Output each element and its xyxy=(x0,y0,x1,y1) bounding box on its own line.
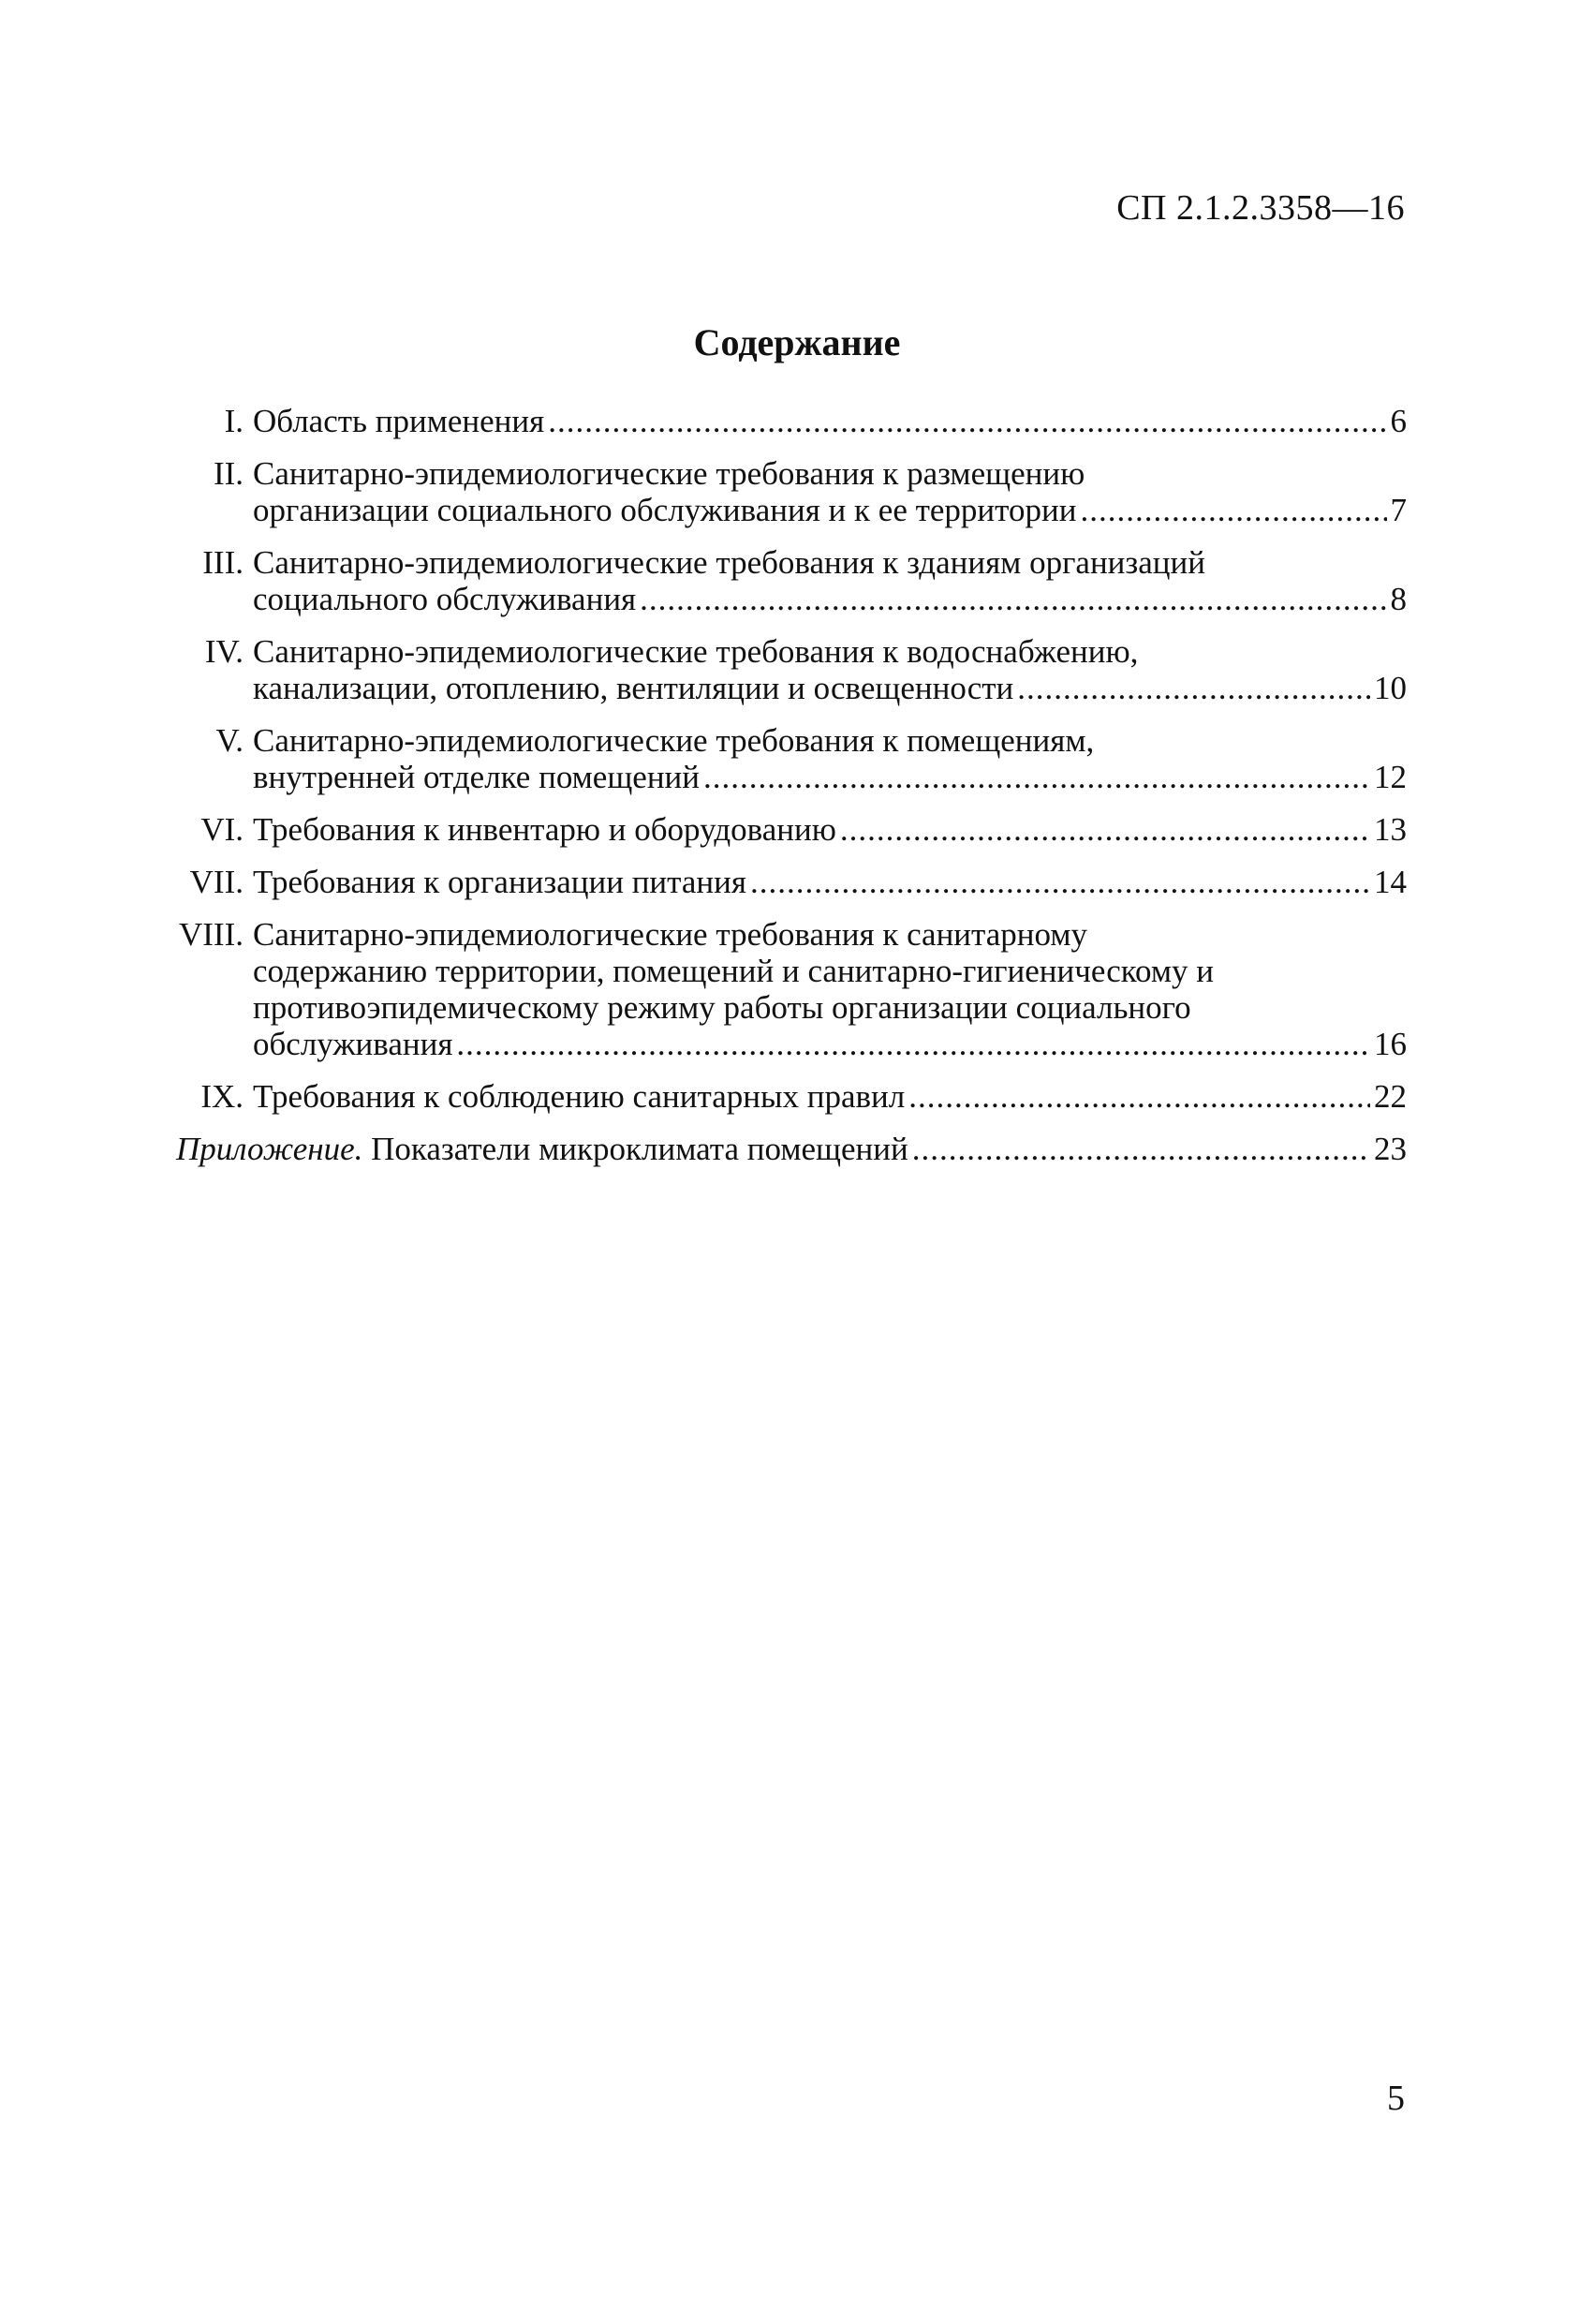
toc-leader-dots xyxy=(1017,670,1370,706)
toc-entry-page: 22 xyxy=(1374,1078,1407,1115)
toc-entry-number: IV. xyxy=(204,633,244,670)
toc-entry-text: внутренней отделке помещений xyxy=(253,759,701,795)
toc-entry-text: содержанию территории, помещений и санитарно-гигиеническому и xyxy=(253,953,1214,989)
toc-entry-number: VI. xyxy=(200,811,244,848)
toc-entry-6 xyxy=(140,811,1407,848)
document-code: СП 2.1.2.3358—16 xyxy=(1116,188,1405,228)
toc-leader-dots xyxy=(912,1131,1370,1167)
toc-entry-text: Показатели микроклимата помещений xyxy=(371,1131,908,1167)
toc-entry-text: организации социального обслуживания и к ее территории xyxy=(253,492,1077,528)
toc-entry-text: противоэпидемическому режиму работы организации социального xyxy=(253,989,1191,1026)
toc-entry-text: Санитарно-эпидемиологические требования к зданиям организаций xyxy=(253,544,1205,581)
toc-entry-text: Санитарно-эпидемиологические требования к помещениям, xyxy=(253,722,1095,759)
toc-entry-number: III. xyxy=(202,544,244,581)
toc-leader-dots xyxy=(908,1078,1370,1115)
toc-entry-text: Санитарно-эпидемиологические требования к санитарному xyxy=(253,916,1087,953)
toc-entry-page: 6 xyxy=(1390,403,1407,439)
toc-entry-5 xyxy=(140,722,1407,795)
toc-entry-number: IX. xyxy=(200,1078,244,1115)
toc-entry-number: II. xyxy=(213,455,244,492)
toc-entry-text: обслуживания xyxy=(253,1026,453,1062)
toc-entry-page: 13 xyxy=(1374,811,1407,848)
toc-entry-text: Требования к соблюдению санитарных правил xyxy=(253,1078,906,1115)
toc-entry-text: Требования к организации питания xyxy=(253,864,746,900)
toc-entry-text: Санитарно-эпидемиологические требования к размещению xyxy=(253,455,1085,492)
toc-entry-4 xyxy=(140,633,1407,706)
toc-entry-text: Область применения xyxy=(253,403,545,439)
toc-entry-8 xyxy=(140,916,1407,1062)
table-of-contents xyxy=(140,403,1407,1183)
toc-title: Содержание xyxy=(693,321,901,363)
toc-entry-number: I. xyxy=(224,403,244,439)
toc-entry-page: 23 xyxy=(1374,1131,1407,1167)
toc-leader-dots xyxy=(750,864,1370,900)
toc-entry-1 xyxy=(140,403,1407,439)
toc-leader-dots xyxy=(840,811,1370,848)
toc-entry-2 xyxy=(140,455,1407,528)
toc-leader-dots xyxy=(456,1026,1370,1062)
toc-entry-page: 12 xyxy=(1374,759,1407,795)
toc-entry-page: 7 xyxy=(1390,492,1407,528)
toc-entry-3 xyxy=(140,544,1407,617)
toc-entry-page: 14 xyxy=(1374,864,1407,900)
toc-entry-text: канализации, отоплению, вентиляции и освещенности xyxy=(253,670,1014,706)
toc-entry-text: социального обслуживания xyxy=(253,581,637,617)
appendix-label: Приложение. xyxy=(176,1131,363,1167)
toc-entry-appendix xyxy=(176,1131,1407,1167)
toc-entry-page: 16 xyxy=(1374,1026,1407,1062)
toc-leader-dots xyxy=(1080,492,1386,528)
toc-entry-page: 10 xyxy=(1374,670,1407,706)
toc-leader-dots xyxy=(548,403,1386,439)
toc-entry-number: VII. xyxy=(189,864,244,900)
toc-leader-dots xyxy=(640,581,1386,617)
toc-entry-text: Требования к инвентарю и оборудованию xyxy=(253,811,836,848)
toc-leader-dots xyxy=(703,759,1370,795)
toc-entry-number: VIII. xyxy=(179,916,244,953)
toc-entry-9 xyxy=(140,1078,1407,1115)
toc-entry-7 xyxy=(140,864,1407,900)
toc-entry-number: V. xyxy=(215,722,244,759)
toc-entry-text: Санитарно-эпидемиологические требования к водоснабжению, xyxy=(253,633,1139,670)
toc-entry-page: 8 xyxy=(1390,581,1407,617)
page-number: 5 xyxy=(1387,2079,1405,2118)
